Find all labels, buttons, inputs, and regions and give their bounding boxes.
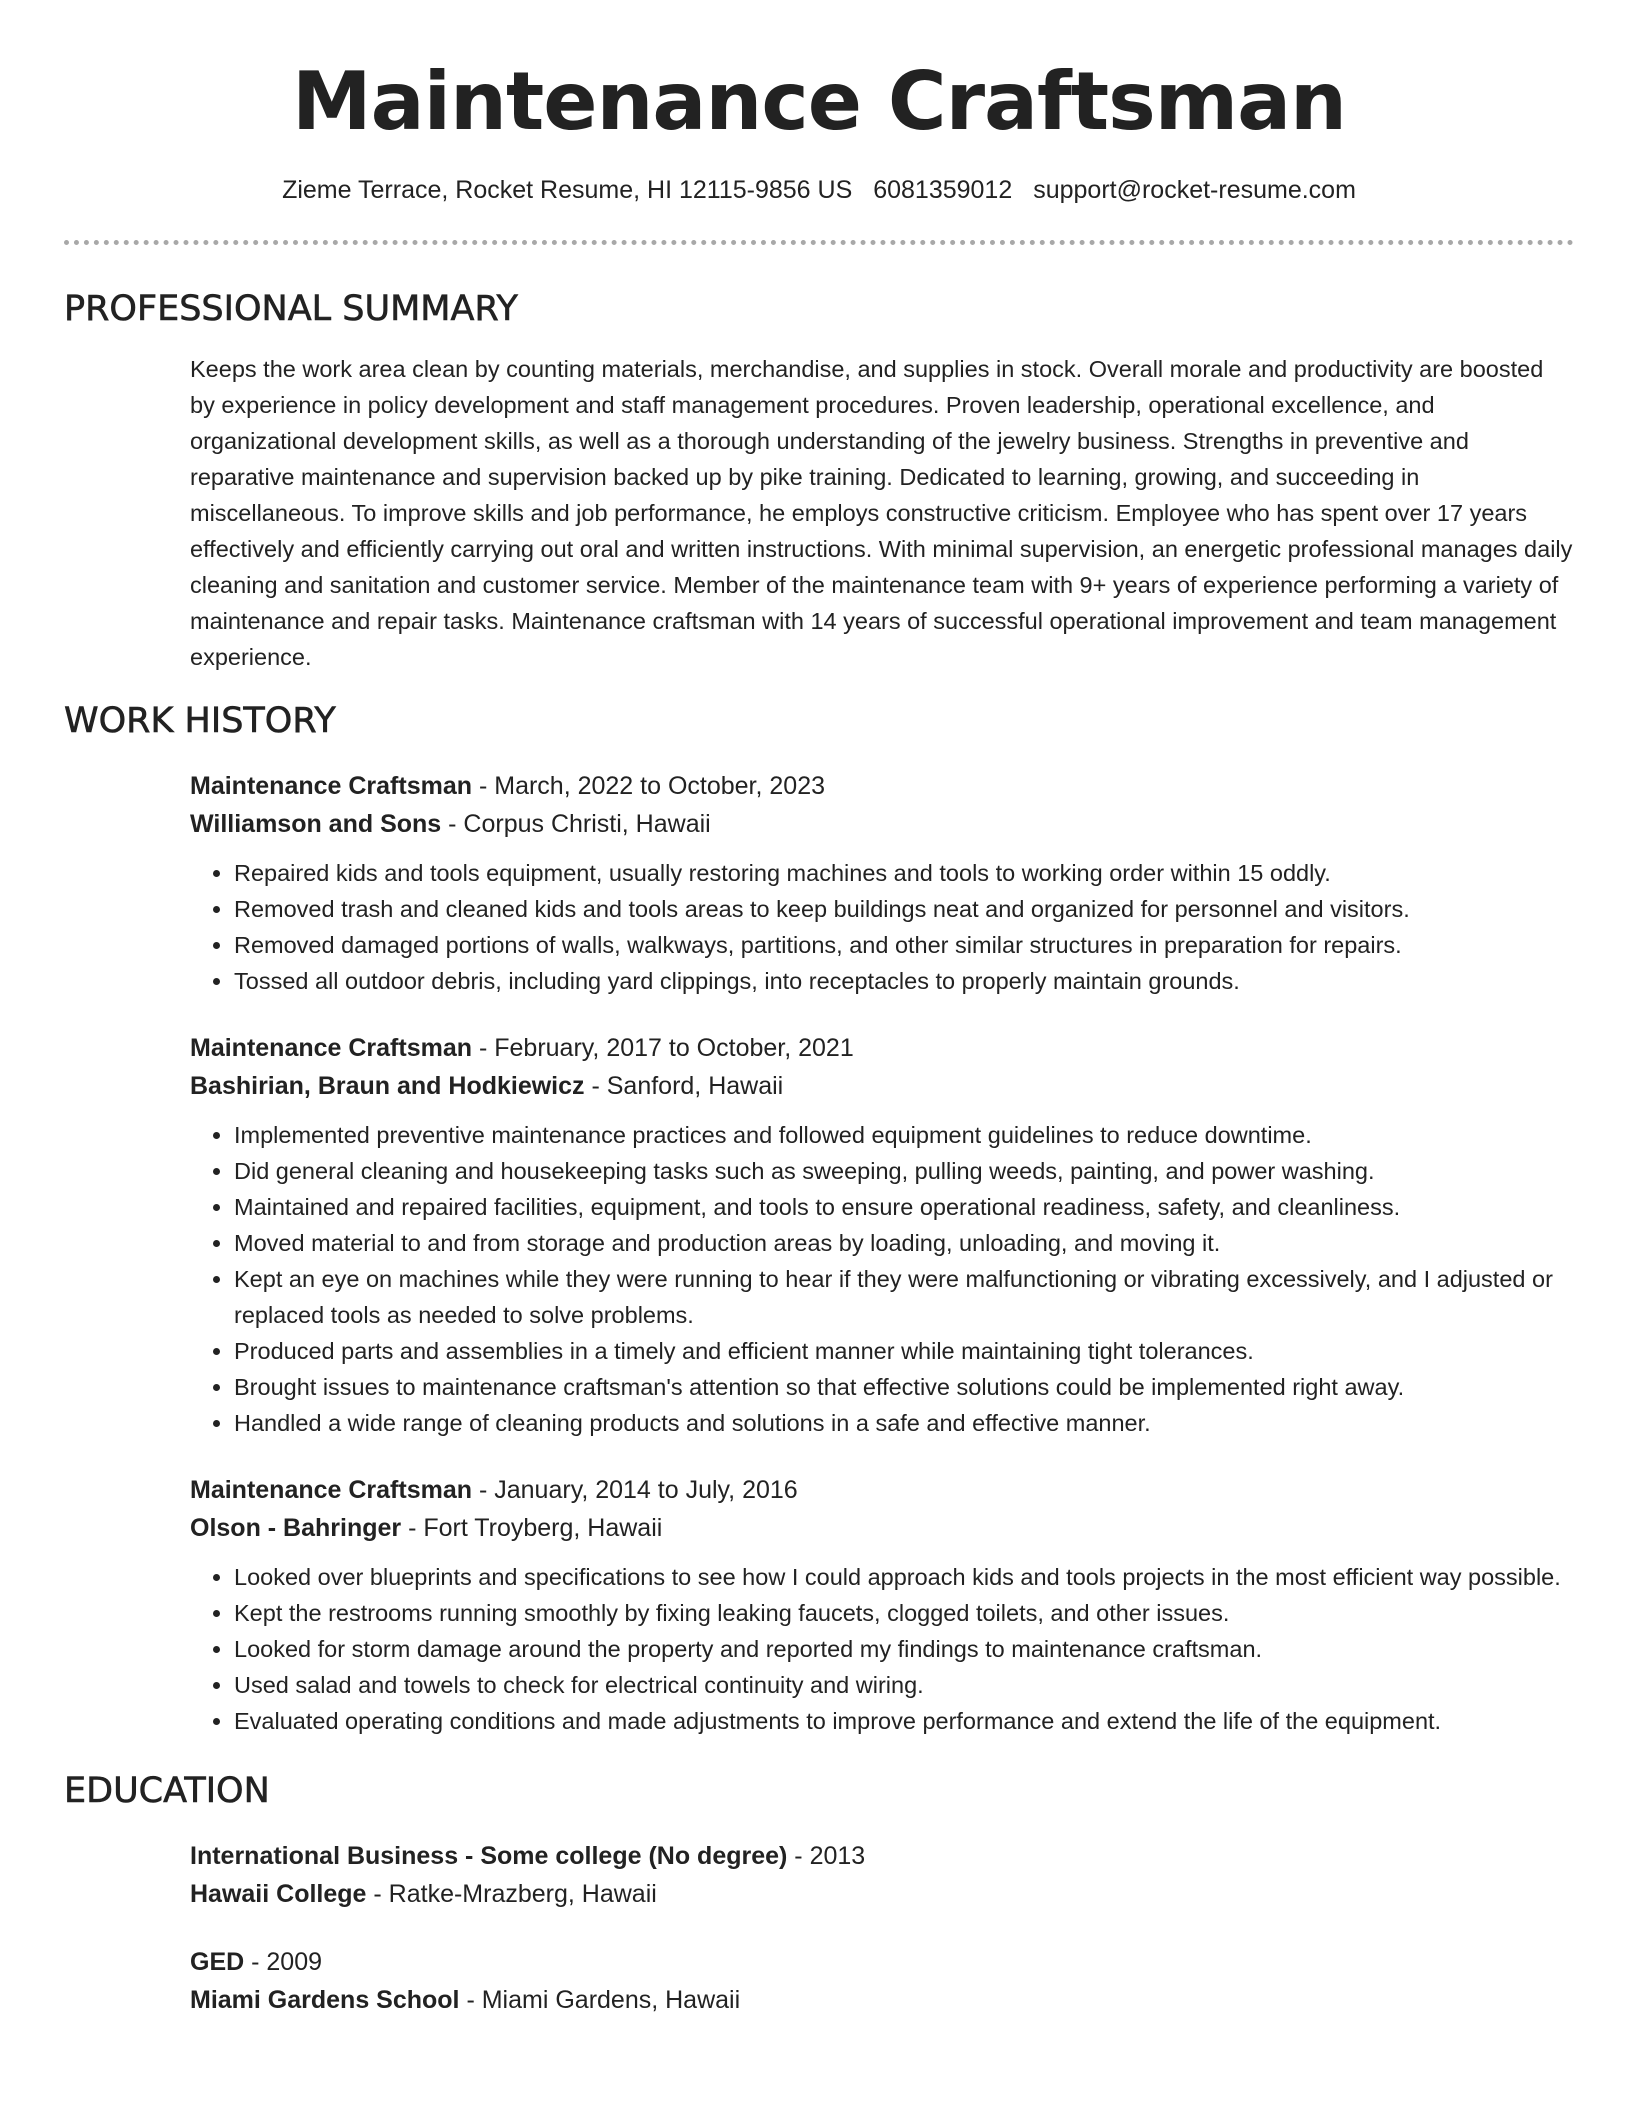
- job-location: - Sanford, Hawaii: [584, 1072, 784, 1100]
- job-company: Olson - Bahringer: [190, 1514, 402, 1542]
- job-role: Maintenance Craftsman: [190, 1476, 473, 1504]
- list-item: • Looked for storm damage around the property and reported my findings to maintenance craftsman.: [234, 1631, 1574, 1667]
- education-year: - 2009: [244, 1948, 323, 1976]
- list-item: • Implemented preventive maintenance practices and followed equipment guidelines to reduce downtime.: [234, 1117, 1574, 1153]
- education-school-line: [190, 1981, 1574, 2019]
- job-company: Bashirian, Braun and Hodkiewicz: [190, 1072, 585, 1100]
- education-degree: GED: [190, 1948, 245, 1976]
- education-school: Hawaii College: [190, 1880, 367, 1908]
- education-entry: [190, 1837, 1574, 1913]
- contact-email: support@rocket-resume.com: [1033, 176, 1356, 204]
- job-dates: - February, 2017 to October, 2021: [472, 1034, 854, 1062]
- contact-line: [64, 174, 1574, 206]
- list-item: • Kept the restrooms running smoothly by fixing leaking faucets, clogged toilets, and other issues.: [234, 1595, 1574, 1631]
- education-degree-line: [190, 1837, 1574, 1875]
- list-item: • Moved material to and from storage and production areas by loading, unloading, and moving it.: [234, 1225, 1574, 1261]
- list-item: • Used salad and towels to check for electrical continuity and wiring.: [234, 1667, 1574, 1703]
- job-role: Maintenance Craftsman: [190, 1034, 473, 1062]
- list-item: • Handled a wide range of cleaning products and solutions in a safe and effective manner.: [234, 1405, 1574, 1441]
- work-history-list: [190, 767, 1574, 1739]
- job-location: - Fort Troyberg, Hawaii: [401, 1514, 663, 1542]
- job-bullets: [190, 1559, 1574, 1739]
- job-dates: - January, 2014 to July, 2016: [472, 1476, 798, 1504]
- education-list: [190, 1837, 1574, 2019]
- job-bullets: [190, 1117, 1574, 1441]
- education-location: - Ratke-Mrazberg, Hawaii: [366, 1880, 657, 1908]
- job-dates: - March, 2022 to October, 2023: [472, 772, 826, 800]
- job-company-line: [190, 1067, 1574, 1105]
- job-entry: [190, 1471, 1574, 1739]
- job-role: Maintenance Craftsman: [190, 772, 473, 800]
- candidate-name: Maintenance Craftsman: [292, 55, 1346, 148]
- list-item: • Produced parts and assemblies in a timely and efficient manner while maintaining tight tolerances.: [234, 1333, 1574, 1369]
- resume-page: [64, 0, 1574, 2019]
- list-item: • Evaluated operating conditions and made adjustments to improve performance and extend the life of the equipment.: [234, 1703, 1574, 1739]
- job-title-line: [190, 1471, 1574, 1509]
- job-company-line: [190, 1509, 1574, 1547]
- list-item: • Repaired kids and tools equipment, usually restoring machines and tools to working order within 15 oddly.: [234, 855, 1574, 891]
- education-degree-line: [190, 1943, 1574, 1981]
- education-degree: International Business - Some college (No degree): [190, 1842, 788, 1870]
- list-item: • Kept an eye on machines while they were running to hear if they were malfunctioning or vibrating excessively, and I adjusted or replaced tools as needed to solve problems.: [234, 1261, 1574, 1333]
- contact-phone: 6081359012: [873, 176, 1013, 204]
- education-school-line: [190, 1875, 1574, 1913]
- list-item: • Did general cleaning and housekeeping tasks such as sweeping, pulling weeds, painting, and power washing.: [234, 1153, 1574, 1189]
- job-company-line: [190, 805, 1574, 843]
- education-school: Miami Gardens School: [190, 1986, 460, 2014]
- job-entry: [190, 1029, 1574, 1441]
- list-item: • Brought issues to maintenance craftsman's attention so that effective solutions could be implemented right away.: [234, 1369, 1574, 1405]
- education-entry: [190, 1943, 1574, 2019]
- section-title-summary: PROFESSIONAL SUMMARY: [64, 289, 518, 329]
- job-entry: [190, 767, 1574, 999]
- education-location: - Miami Gardens, Hawaii: [459, 1986, 741, 2014]
- section-title-education: EDUCATION: [64, 1771, 270, 1811]
- list-item: • Tossed all outdoor debris, including yard clippings, into receptacles to properly maintain grounds.: [234, 963, 1574, 999]
- list-item: • Looked over blueprints and specifications to see how I could approach kids and tools projects in the most efficient way possible.: [234, 1559, 1574, 1595]
- contact-address: Zieme Terrace, Rocket Resume, HI 12115-9856 US: [282, 176, 853, 204]
- section-title-work-history: WORK HISTORY: [64, 701, 336, 741]
- job-location: - Corpus Christi, Hawaii: [441, 810, 711, 838]
- job-bullets: [190, 855, 1574, 999]
- list-item: • Maintained and repaired facilities, equipment, and tools to ensure operational readiness, safety, and cleanliness.: [234, 1189, 1574, 1225]
- list-item: • Removed trash and cleaned kids and tools areas to keep buildings neat and organized for personnel and visitors.: [234, 891, 1574, 927]
- job-company: Williamson and Sons: [190, 810, 442, 838]
- summary-text: Keeps the work area clean by counting materials, merchandise, and supplies in stock. Overall morale and productivity are boosted by experience in policy development and staff management procedures. Proven leadership, operational excellence, and organizational development skills, as well as a thorough understanding of the jewelry business. Strengths in preventive and reparative maintenance and supervision backed up by pike training. Dedicated to learning, growing, and succeeding in miscellaneous. To improve skills and job performance, he employs constructive criticism. Employee who has spent over 17 years effectively and efficiently carrying out oral and written instructions. With minimal supervision, an energetic professional manages daily cleaning and sanitation and customer service. Member of the maintenance team with 9+ years of experience performing a variety of maintenance and repair tasks. Maintenance craftsman with 14 years of successful operational improvement and team management experience.: [190, 356, 1573, 670]
- education-year: - 2013: [787, 1842, 866, 1870]
- list-item: • Removed damaged portions of walls, walkways, partitions, and other similar structures in preparation for repairs.: [234, 927, 1574, 963]
- header-divider: [64, 240, 1574, 245]
- job-title-line: [190, 1029, 1574, 1067]
- job-title-line: [190, 767, 1574, 805]
